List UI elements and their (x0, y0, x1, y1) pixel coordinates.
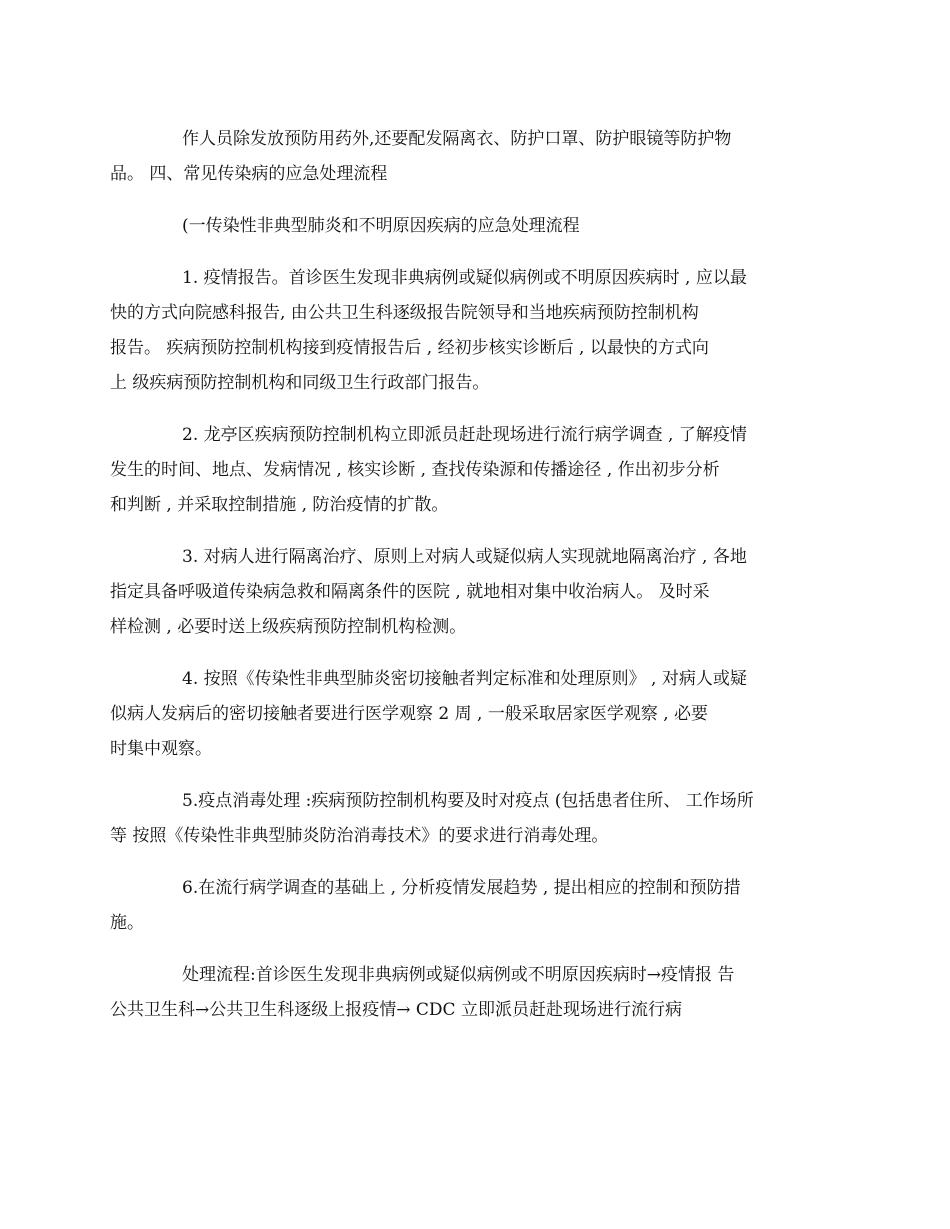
paragraph-item-3 (110, 540, 806, 645)
paragraph-item-6 (110, 871, 806, 941)
text-line: 上 级疾病预防控制机构和同级卫生行政部门报告。 (110, 373, 490, 393)
text-line: 时集中观察。 (110, 739, 212, 759)
text-line: 似病人发病后的密切接触者要进行医学观察 2 周 , 一般采取居家医学观察 , 必要 (110, 704, 709, 724)
paragraph-process-flow (110, 958, 806, 1028)
text-line: 和判断 , 并采取控制措施 , 防治疫情的扩散。 (110, 495, 449, 515)
text-line: 1. 疫情报告。首诊医生发现非典病例或疑似病例或不明原因疾病时 , 应以最 (182, 268, 747, 288)
section-heading (146, 209, 806, 244)
text-line: (一传染性非典型肺炎和不明原因疾病的应急处理流程 (182, 216, 580, 236)
paragraph-item-1 (110, 261, 806, 401)
paragraph-item-5 (110, 784, 806, 854)
paragraph-item-2 (110, 418, 806, 523)
text-line: 样检测 , 必要时送上级疾病预防控制机构检测。 (110, 617, 467, 637)
document-body (110, 122, 806, 1045)
text-line: 2. 龙亭区疾病预防控制机构立即派员赶赴现场进行流行病学调查 , 了解疫情 (182, 425, 747, 445)
text-line: 作人员除发放预防用药外,还要配发隔离衣、防护口罩、防护眼镜等防护物 (182, 129, 732, 149)
text-line: 发生的时间、地点、发病情况 , 核实诊断 , 查找传染源和传播途径 , 作出初步分析 (110, 460, 720, 480)
text-line: 5.疫点消毒处理 :疾病预防控制机构要及时对疫点 (包括患者住所、 工作场所 (182, 791, 754, 811)
paragraph-item-4 (110, 662, 806, 767)
text-line: 3. 对病人进行隔离治疗、原则上对病人或疑似病人实现就地隔离治疗 , 各地 (182, 547, 747, 567)
text-line: 报告。 疾病预防控制机构接到疫情报告后 , 经初步核实诊断后 , 以最快的方式向 (110, 338, 709, 358)
text-line: 公共卫生科→公共卫生科逐级上报疫情→ CDC 立即派员赶赴现场进行流行病 (110, 1000, 682, 1020)
text-line: 指定具备呼吸道传染病急救和隔离条件的医院 , 就地相对集中收治病人。 及时采 (110, 582, 710, 602)
text-line: 快的方式向院感科报告, 由公共卫生科逐级报告院领导和当地疾病预防控制机构 (110, 303, 699, 323)
paragraph-intro (110, 122, 806, 192)
text-line: 等 按照《传染性非典型肺炎防治消毒技术》的要求进行消毒处理。 (110, 826, 609, 846)
text-line: 施。 (110, 913, 144, 933)
text-line: 处理流程:首诊医生发现非典病例或疑似病例或不明原因疾病时→疫情报 告 (182, 965, 735, 985)
text-line: 6.在流行病学调查的基础上 , 分析疫情发展趋势 , 提出相应的控制和预防措 (182, 878, 741, 898)
text-line: 4. 按照《传染性非典型肺炎密切接触者判定标准和处理原则》 , 对病人或疑 (182, 669, 747, 689)
text-line: 品。 四、常见传染病的应急处理流程 (110, 164, 388, 184)
